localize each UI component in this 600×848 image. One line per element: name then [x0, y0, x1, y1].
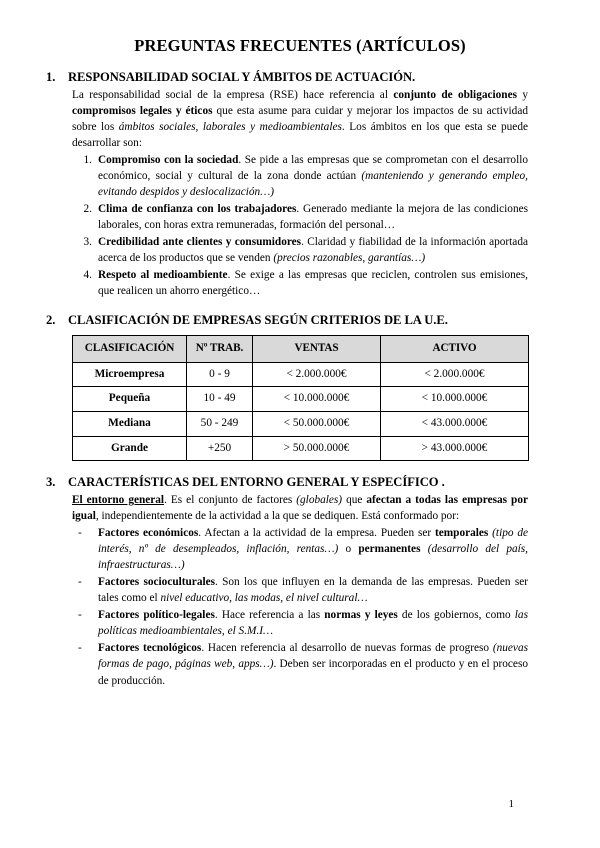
table-cell-ventas: > 50.000.000€ [253, 436, 381, 461]
table-header-row [73, 336, 529, 362]
intro-text-2: y [516, 88, 528, 101]
table-cell-activo: < 43.000.000€ [381, 411, 529, 436]
list-item-italic-1: las políticas medioambientales, el S.M.I… [98, 609, 528, 638]
section-1-heading-text: RESPONSABILIDAD SOCIAL Y ÁMBITOS DE ACTUACIÓN. [68, 69, 416, 84]
list-item-lead: Factores político-legales [98, 609, 215, 622]
page-title: PREGUNTAS FRECUENTES (ARTÍCULOS) [134, 36, 466, 55]
intro-italic-1: ámbitos sociales, laborales y medioambientales [118, 120, 342, 133]
table-cell-trabajadores: +250 [187, 436, 253, 461]
table-cell-ventas: < 2.000.000€ [253, 362, 381, 387]
list-item [72, 267, 528, 299]
table-row [73, 436, 529, 461]
list-item-lead: Compromiso con la sociedad [98, 154, 239, 167]
table-cell-trabajadores: 10 - 49 [187, 387, 253, 412]
table-header-cell-ventas: VENTAS [253, 336, 381, 362]
list-item-body: . Generado mediante la mejora de las condiciones laborales, con horas extra remuneradas, formación del personal… [98, 203, 528, 232]
intro-bold-2: compromisos legales y éticos [72, 104, 213, 117]
list-item-bold-2: temporales [434, 527, 489, 540]
list-item-lead: Factores económicos [98, 527, 199, 540]
table-cell-trabajadores: 0 - 9 [187, 362, 253, 387]
list-item-marker: 4. [83, 269, 92, 282]
list-item-italic-1: nivel educativo, las modas, el nivel cultural… [160, 592, 368, 605]
section-1-heading [46, 69, 528, 85]
list-item-lead: Credibilidad ante clientes y consumidores [98, 236, 302, 249]
list-item-body: . Claridad y fiabilidad de la información aportada acerca de los productos que se venden [98, 236, 528, 265]
intro-text-4: . Los ámbitos en los que esta se puede desarrollar son: [72, 120, 528, 149]
table-row [73, 362, 529, 387]
table-cell-activo: < 2.000.000€ [381, 362, 529, 387]
section-1 [0, 69, 600, 300]
list-item [72, 607, 528, 639]
intro-text-2: que [342, 494, 367, 507]
list-item-marker: - [78, 527, 82, 540]
table-cell-activo: < 10.000.000€ [381, 387, 529, 412]
list-item-part-1: . Hace referencia a las [214, 609, 325, 622]
list-item-lead: Respeto al medioambiente [98, 269, 228, 282]
intro-bold-1: afectan a todas las empresas por igual [72, 494, 528, 523]
intro-text-3: , independientemente de la actividad a la que se dediquen. Está conformado por: [95, 510, 460, 523]
list-item-marker: - [78, 609, 82, 622]
table-cell-clasificacion: Microempresa [73, 362, 187, 387]
intro-text-1: . Es el conjunto de factores [164, 494, 297, 507]
table-header-cell-clasificacion: CLASIFICACIÓN [73, 336, 187, 362]
table-cell-ventas: < 10.000.000€ [253, 387, 381, 412]
list-item-bold-3: permanentes [358, 543, 421, 556]
list-item-marker: - [78, 642, 82, 655]
list-item [72, 525, 528, 573]
list-item [72, 234, 528, 266]
list-item-bold-2: normas y leyes [324, 609, 398, 622]
classification-table-wrapper [0, 335, 600, 461]
list-item-body: . Se exige a las empresas que reciclen, controlen sus emisiones, que realicen un ahorro energético… [98, 269, 528, 298]
list-item [72, 640, 528, 688]
list-item-italic-2: (desarrollo del país, infraestructuras…) [98, 543, 528, 572]
section-3-intro-paragraph [46, 492, 528, 524]
list-item-italic-tail: (manteniendo y generando empleo, evitando despidos y deslocalización…) [98, 170, 528, 199]
table-header-cell-trabajadores: Nº TRAB. [187, 336, 253, 362]
section-3 [0, 474, 600, 688]
list-item-marker: 1. [83, 154, 92, 167]
list-item [72, 574, 528, 606]
list-item-part-2: de los gobiernos, como [397, 609, 515, 622]
list-item-marker: 2. [83, 203, 92, 216]
list-item-italic-tail: (precios razonables, garantías…) [273, 252, 426, 265]
classification-table [72, 335, 529, 461]
table-row [73, 411, 529, 436]
intro-bold-1: conjunto de obligaciones [393, 88, 517, 101]
section-1-intro-paragraph [46, 87, 528, 151]
list-item-body: . Se pide a las empresas que se comprometan con el desarrollo económico, social y cultural de la zona donde actúan [98, 154, 529, 183]
table-cell-clasificacion: Pequeña [73, 387, 187, 412]
list-item-marker: 3. [83, 236, 92, 249]
table-cell-clasificacion: Mediana [73, 411, 187, 436]
section-1-number: 1. [46, 69, 56, 84]
intro-text-3: que esta asume para cuidar y mejorar los impactos de su actividad sobre los [72, 104, 528, 133]
section-3-factor-list [46, 525, 528, 688]
table-cell-trabajadores: 50 - 249 [187, 411, 253, 436]
section-3-heading [46, 474, 528, 490]
list-item [72, 201, 528, 233]
intro-italic-1: (globales) [296, 494, 343, 507]
section-3-heading-text: CARACTERÍSTICAS DEL ENTORNO GENERAL Y ESPECÍFICO . [68, 475, 445, 490]
table-cell-activo: > 43.000.000€ [381, 436, 529, 461]
list-item-italic-1: (nuevas formas de pago, páginas web, apps…) [98, 642, 528, 671]
list-item-italic-1: (tipo de interés, nº de desempleados, inflación, rentas…) [98, 527, 529, 556]
list-item-lead: Factores tecnológicos [98, 642, 202, 655]
list-item-lead: Clima de confianza con los trabajadores [98, 203, 297, 216]
section-2-heading-text: CLASIFICACIÓN DE EMPRESAS SEGÚN CRITERIOS DE LA U.E. [68, 313, 448, 328]
page-number: 1 [508, 798, 514, 810]
table-body [73, 362, 529, 460]
list-item-part-3: o [338, 543, 359, 556]
list-item-marker: - [78, 576, 82, 589]
section-1-item-list [46, 152, 528, 299]
section-3-number: 3. [46, 475, 56, 490]
section-2-number: 2. [46, 313, 56, 328]
list-item [72, 152, 528, 200]
table-cell-ventas: < 50.000.000€ [253, 411, 381, 436]
list-item-part-1: . Son los que influyen en la demanda de las empresas. Pueden ser tales como el [98, 576, 528, 605]
list-item-part-1: . Afectan a la actividad de la empresa. Pueden ser [198, 527, 435, 540]
list-item-lead: Factores socioculturales [98, 576, 216, 589]
section-2 [0, 312, 600, 328]
table-header [73, 336, 529, 362]
section-2-heading [46, 312, 528, 328]
entorno-general-term: El entorno general [72, 494, 165, 507]
list-item-part-1: . Hacen referencia al desarrollo de nuevas formas de progreso [201, 642, 493, 655]
table-header-cell-activo: ACTIVO [381, 336, 529, 362]
list-item-part-2: . Deben ser incorporadas en el producto y en el proceso de producción. [98, 658, 528, 687]
table-row [73, 387, 529, 412]
intro-text-1: La responsabilidad social de la empresa (RSE) hace referencia al [72, 88, 394, 101]
table-cell-clasificacion: Grande [73, 436, 187, 461]
list-item-part-4 [420, 543, 427, 555]
